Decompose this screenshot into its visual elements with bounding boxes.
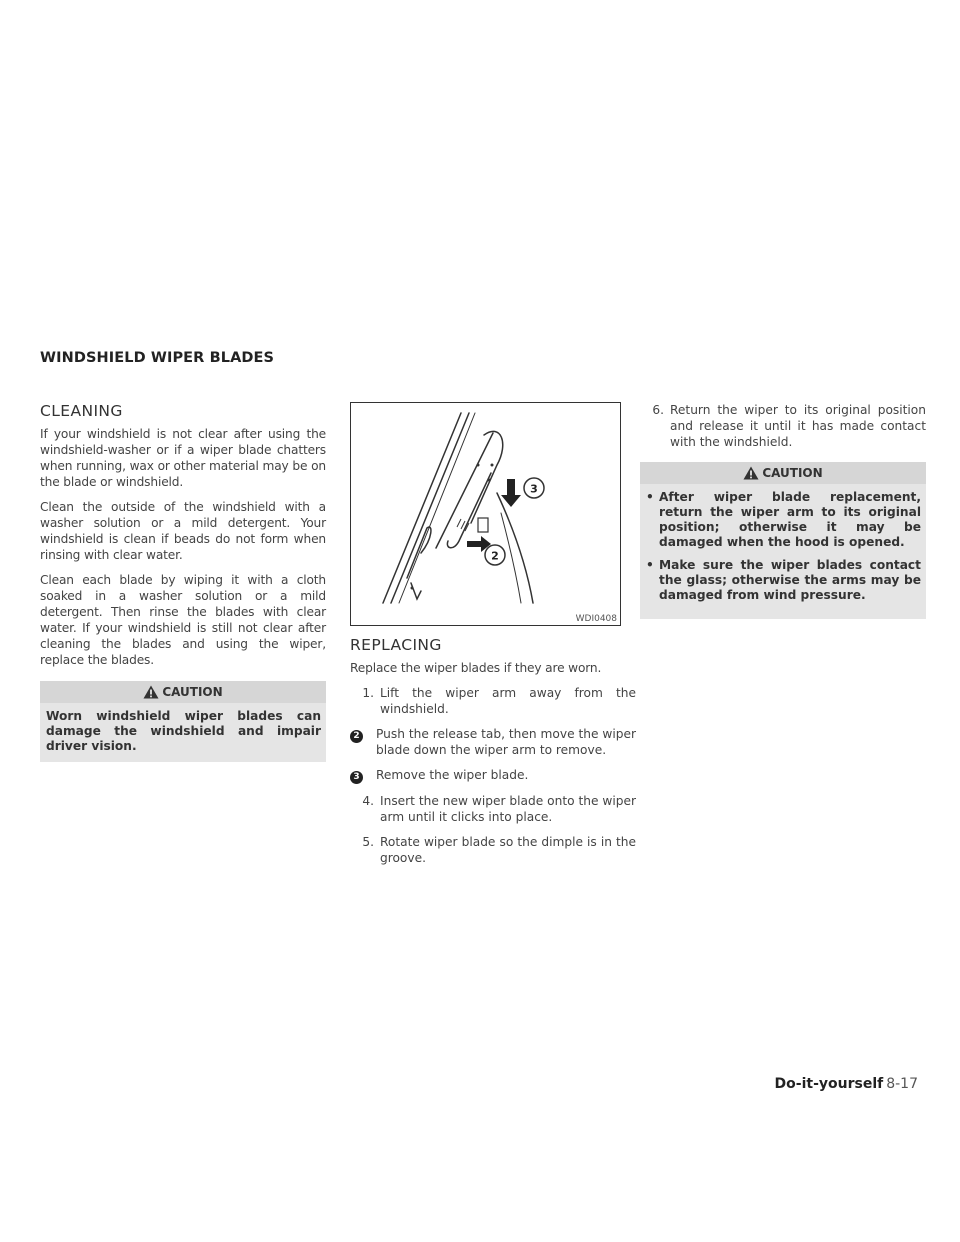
caution-header: [40, 681, 326, 703]
step-number: 1.: [362, 686, 374, 700]
figure-code: WDI0408: [575, 614, 617, 624]
replacing-column: [350, 402, 636, 875]
list-item: [350, 767, 636, 784]
step-text: Rotate wiper blade so the dimple is in the groove.: [380, 835, 636, 865]
footer-section-label: Do-it-yourself: [774, 1076, 884, 1092]
step-text: Remove the wiper blade.: [376, 768, 529, 782]
cleaning-paragraph: If your windshield is not clear after using the windshield-washer or if a wiper blade chatters when running, wax or other material may be on the blade or windshield.: [40, 427, 326, 489]
caution-text: Worn windshield wiper blades can damage the windshield and impair driver vision.: [46, 709, 321, 753]
list-item: [350, 685, 636, 717]
cleaning-paragraph: Clean the outside of the windshield with a washer solution or a mild detergent. Your windshield is clean if beads do not form when rinsing with clear water.: [40, 500, 326, 562]
bullet-text: Make sure the wiper blades contact the glass; otherwise the arms may be damaged from wind pressure.: [659, 558, 921, 602]
caution-label: CAUTION: [762, 466, 823, 480]
page-number: 8-17: [886, 1076, 918, 1092]
step-number: 3: [350, 771, 363, 784]
caution-label: CAUTION: [162, 685, 223, 699]
list-item: [640, 402, 926, 450]
step-number: 4.: [362, 794, 374, 808]
wiper-blade-illustration: [350, 402, 621, 626]
continued-column: [640, 402, 926, 619]
callout-2-label: 2: [491, 549, 499, 563]
bullet-text: After wiper blade replacement, return the wiper arm to its original position; otherwise it may be damaged when the hood is opened.: [659, 490, 921, 549]
cleaning-column: [40, 402, 326, 762]
step-text: Lift the wiper arm away from the windshield.: [380, 686, 636, 716]
caution-box: [40, 681, 326, 762]
caution-bullet: [646, 490, 921, 550]
cleaning-paragraph: Clean each blade by wiping it with a cloth soaked in a washer solution or a mild detergent. Then rinse the blades with clear water. If your windshield is still not clear after cleaning the blades and using the wiper, replace the blades.: [40, 573, 326, 667]
bullet-icon: •: [646, 490, 654, 504]
caution-box: [640, 462, 926, 619]
step-number: 2: [350, 730, 363, 743]
caution-text: [640, 484, 926, 613]
callout-3-label: 3: [530, 482, 538, 496]
caution-bullet: [646, 558, 921, 603]
step-text: Push the release tab, then move the wiper blade down the wiper arm to remove.: [376, 727, 636, 757]
step-text: Return the wiper to its original position and release it until it has made contact with the windshield.: [670, 403, 926, 449]
cleaning-heading: CLEANING: [40, 402, 123, 420]
warning-icon: [143, 685, 159, 699]
step-text: Insert the new wiper blade onto the wiper arm until it clicks into place.: [380, 794, 636, 824]
replacing-heading: REPLACING: [350, 636, 442, 654]
step-number: 6.: [652, 403, 664, 417]
continued-steps: [640, 402, 926, 450]
list-item: [350, 793, 636, 825]
list-item: [350, 834, 636, 866]
bullet-icon: •: [646, 558, 654, 572]
replacing-steps: [350, 685, 636, 866]
wiper-diagram: [351, 403, 620, 625]
replacing-intro: Replace the wiper blades if they are worn.: [350, 661, 602, 675]
section-title: WINDSHIELD WIPER BLADES: [40, 350, 275, 366]
caution-header: [640, 462, 926, 484]
warning-icon: [743, 466, 759, 480]
list-item: [350, 726, 636, 758]
step-number: 5.: [362, 835, 374, 849]
page-footer: [775, 1076, 918, 1092]
